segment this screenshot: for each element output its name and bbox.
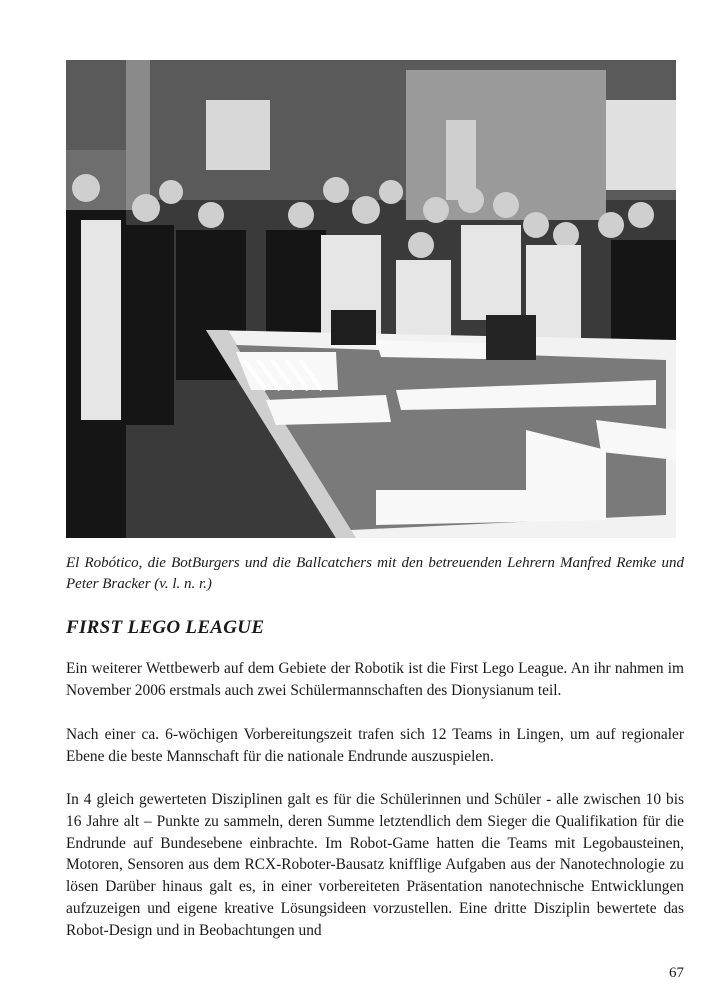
section-heading: FIRST LEGO LEAGUE (66, 617, 265, 638)
photo-caption: El Robótico, die BotBurgers und die Ballcatchers mit den betreuenden Lehrern Manfred Remke und Peter Bracker (v. l. n. r.) (66, 555, 684, 592)
team-photo (66, 60, 676, 538)
page-number: 67 (669, 965, 684, 981)
body-paragraph-3: In 4 gleich gewerteten Disziplinen galt es für die Schülerinnen und Schüler - alle zwischen 10 bis 16 Jahre alt – Punkte zu sammeln, deren Summe letztendlich dem Sieger die Qualifikation für die Endrunde auf Bundesebene einbrachte. Im Robot-Game hatten die Teams mit Legobausteinen, Motoren, Sensoren aus dem RCX-Roboter-Bausatz knifflige Aufgaben aus der Nanotechnologie zu lösen Darüber hinaus galt es, in einer vorbereiteten Präsentation nanotechnische Entwicklungen aufzuzeigen und eigene kreative Lösungsideen vorzustellen. Eine dritte Disziplin bewertete das Robot-Design und in Beobachtungen und (66, 791, 684, 939)
body-paragraph-1: Ein weiterer Wettbewerb auf dem Gebiete der Robotik ist die First Lego League. An ihr nahmen im November 2006 erstmals auch zwei Schülermannschaften des Dionysianum teil. (66, 660, 684, 699)
team-photo-illustration (66, 60, 676, 538)
body-paragraph-2: Nach einer ca. 6-wöchigen Vorbereitungszeit trafen sich 12 Teams in Lingen, um auf regionaler Ebene die beste Mannschaft für die nationale Endrunde auszuspielen. (66, 726, 684, 765)
